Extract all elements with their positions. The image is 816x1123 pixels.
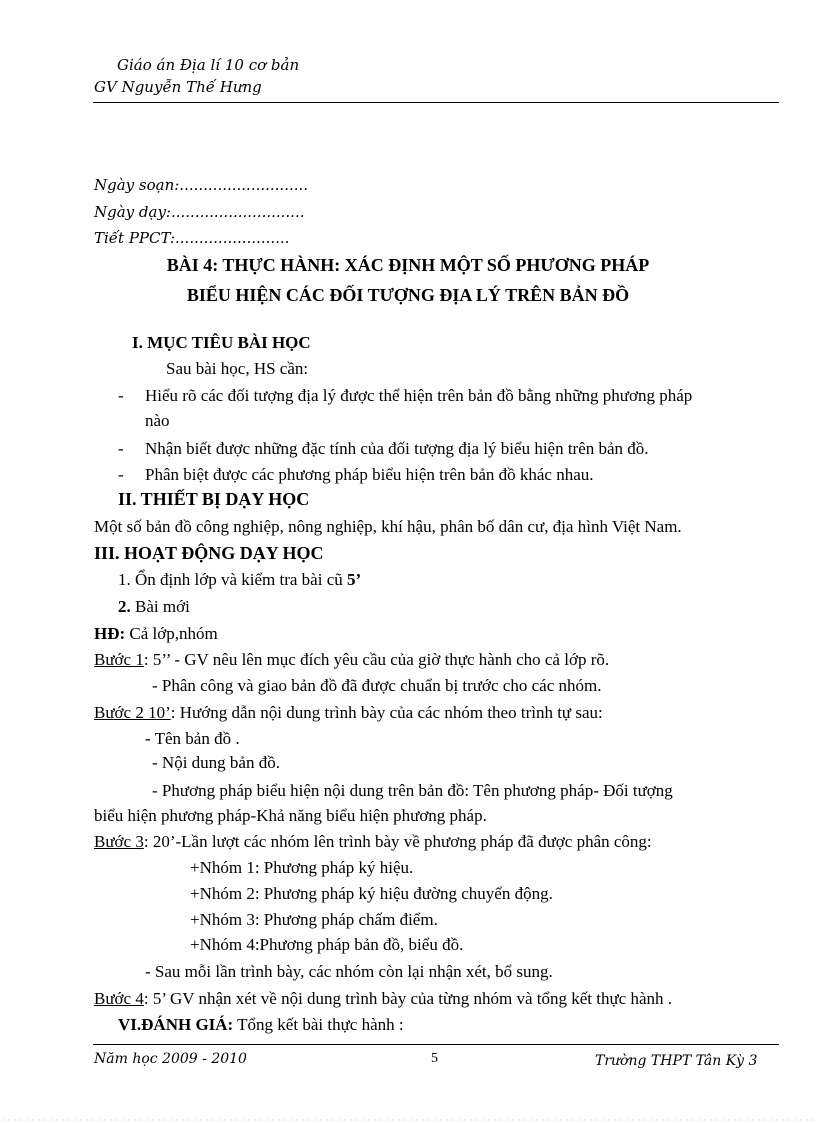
- step2-sub3b: biểu hiện phương pháp-Khả năng biểu hiện phương pháp.: [94, 806, 487, 825]
- step3-text: : 20’-Lần lượt các nhóm lên trình bày về phương pháp đã được phân công:: [143, 832, 652, 851]
- hd-label: HĐ:: [94, 624, 126, 643]
- section1-heading: I. MỤC TIÊU BÀI HỌC: [132, 333, 311, 352]
- group-item: +Nhóm 3: Phương pháp chấm điểm.: [190, 910, 438, 929]
- header-teacher: GV Nguyễn Thế Hưng: [94, 78, 262, 96]
- section2-text: Một số bản đồ công nghiệp, nông nghiệp, khí hậu, phân bố dân cư, địa hình Việt Nam.: [94, 517, 682, 536]
- bullet-dash: -: [118, 439, 124, 458]
- footer-rule: [93, 1044, 779, 1045]
- step1-text: : 5’’ - GV nêu lên mục đích yêu cầu của giờ thực hành cho cả lớp rõ.: [143, 650, 610, 669]
- ngay-day: Ngày dạy:............................: [94, 203, 305, 221]
- header-doc-title: Giáo án Địa lí 10 cơ bản: [117, 56, 300, 74]
- step1-line: [94, 650, 609, 670]
- step3-line: [94, 832, 652, 852]
- item1-text: Ổn định lớp và kiểm tra bài cũ: [135, 570, 347, 589]
- section6-line: [118, 1015, 404, 1035]
- item2-number: 2.: [118, 597, 131, 616]
- step1-sub: - Phân công và giao bản đồ đã được chuẩn bị trước cho các nhóm.: [152, 676, 602, 695]
- section6-heading: VI.ĐÁNH GIÁ:: [118, 1015, 234, 1034]
- ngay-soan: Ngày soạn:...........................: [94, 176, 309, 194]
- page-number: 5: [431, 1051, 438, 1066]
- step2-text: : Hướng dẫn nội dung trình bày của các nhóm theo trình tự sau:: [170, 703, 603, 722]
- hd-line: [94, 624, 218, 644]
- section3-heading: III. HOẠT ĐỘNG DẠY HỌC: [94, 543, 324, 563]
- bullet-dash: -: [118, 465, 124, 484]
- objective-item: Phân biệt được các phương pháp biểu hiện trên bản đồ khác nhau.: [145, 465, 594, 484]
- step4-line: [94, 989, 672, 1009]
- step2-line: [94, 703, 603, 723]
- step3-after: - Sau mỗi lần trình bày, các nhóm còn lại nhận xét, bổ sung.: [145, 962, 553, 981]
- section3-item1: [118, 570, 361, 590]
- step3-label: Bước 3: [94, 832, 144, 851]
- step2-sub1: - Tên bản đồ .: [145, 729, 240, 748]
- footer-school-year: Năm học 2009 - 2010: [94, 1051, 247, 1067]
- item1-duration: 5’: [347, 570, 362, 589]
- bottom-dotted-border: [0, 1117, 816, 1123]
- section6-text: Tổng kết bài thực hành :: [233, 1015, 404, 1034]
- section1-intro: Sau bài học, HS cần:: [166, 359, 309, 378]
- item2-text: Bài mới: [135, 597, 190, 616]
- hd-text: Cả lớp,nhóm: [125, 624, 218, 643]
- section2-heading: II. THIẾT BỊ DẠY HỌC: [118, 489, 310, 509]
- step1-label: Bước 1: [94, 650, 144, 669]
- step2-label: Bước 2 10’: [94, 703, 171, 722]
- item1-number: 1.: [118, 570, 131, 589]
- objective-item-cont: nào: [145, 411, 170, 430]
- lesson-title-line1: BÀI 4: THỰC HÀNH: XÁC ĐỊNH MỘT SỐ PHƯƠNG PHÁP: [166, 255, 650, 275]
- objective-item: Hiểu rõ các đối tượng địa lý được thể hiện trên bản đồ bằng những phương pháp: [145, 386, 693, 405]
- group-item: +Nhóm 4:Phương pháp bản đồ, biểu đồ.: [190, 935, 464, 954]
- section3-item2: [118, 597, 190, 617]
- step4-text: : 5’ GV nhận xét về nội dung trình bày của từng nhóm và tổng kết thực hành .: [143, 989, 673, 1008]
- group-item: +Nhóm 2: Phương pháp ký hiệu đường chuyển động.: [190, 884, 553, 903]
- header-rule: [93, 102, 779, 103]
- footer-school-name: Trường THPT Tân Kỳ 3: [595, 1053, 758, 1069]
- step2-sub3a: - Phương pháp biểu hiện nội dung trên bản đồ: Tên phương pháp- Đối tượng: [152, 781, 673, 800]
- lesson-title-line2: BIỂU HIỆN CÁC ĐỐI TƯỢNG ĐỊA LÝ TRÊN BẢN ĐỒ: [186, 285, 630, 305]
- bullet-dash: -: [118, 386, 124, 405]
- tiet-ppct: Tiết PPCT:........................: [94, 229, 290, 247]
- step2-sub2: - Nội dung bản đồ.: [152, 753, 280, 772]
- step4-label: Bước 4: [94, 989, 144, 1008]
- group-item: +Nhóm 1: Phương pháp ký hiệu.: [190, 858, 414, 877]
- objective-item: Nhận biết được những đặc tính của đối tượng địa lý biểu hiện trên bản đồ.: [145, 439, 649, 458]
